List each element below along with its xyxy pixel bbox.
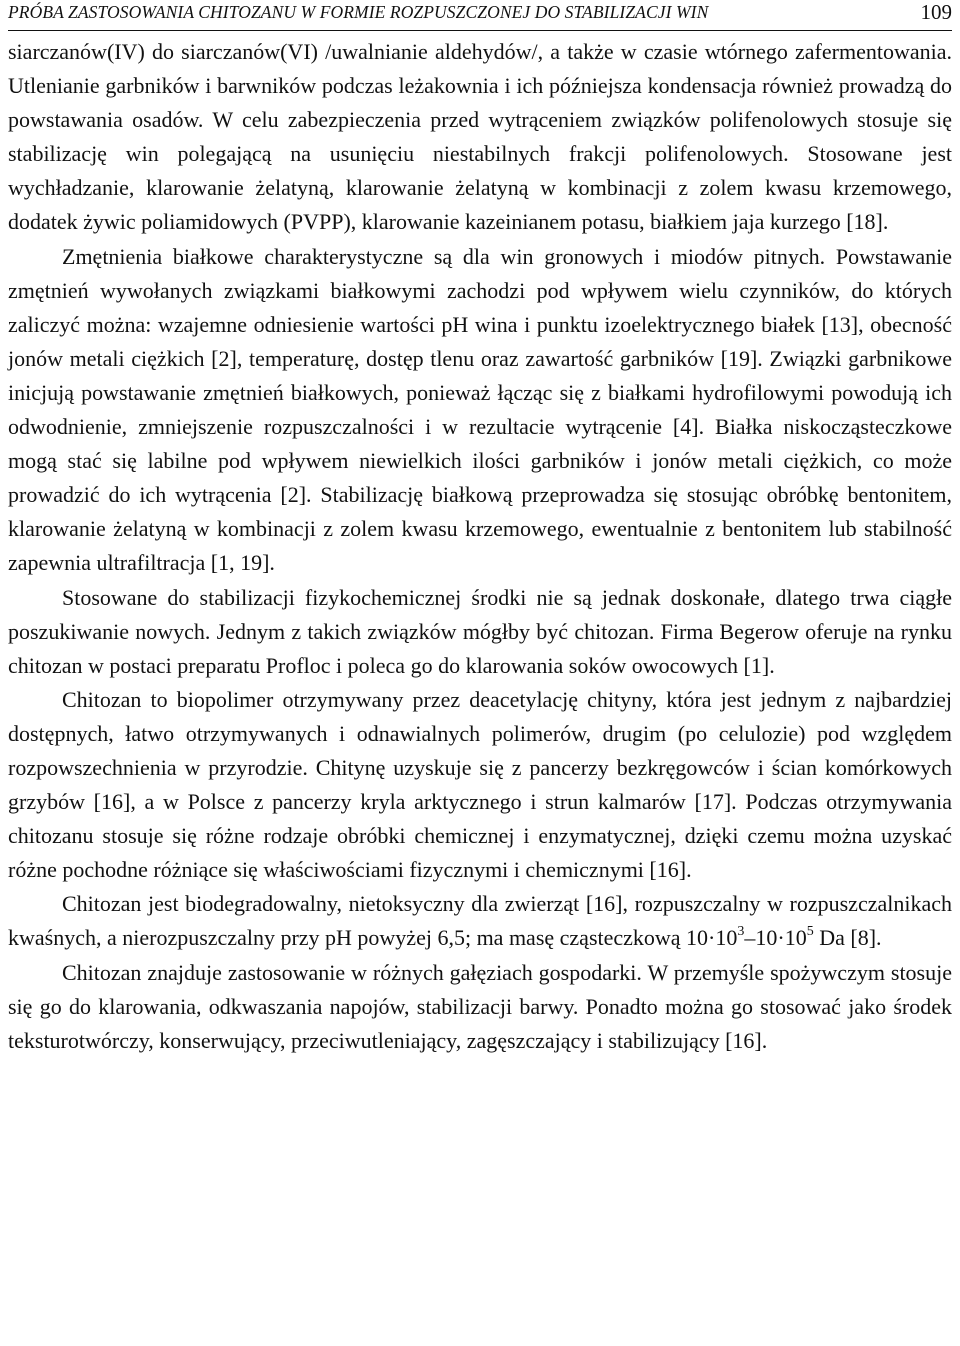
document-page <box>8 0 952 1058</box>
superscript-exponent: 3 <box>737 924 745 940</box>
paragraph-new-agents <box>8 581 952 683</box>
paragraph-protein-haze <box>8 240 952 581</box>
paragraph-text: Stosowane do stabilizacji fizykochemicznej środki nie są jednak doskonałe, dlatego trwa ciągłe poszukiwanie nowych. Jednym z takich związków mógłby być chitozan. Firma Begerow oferuje na rynku chitozan w postaci preparatu Profloc i poleca go do klarowania soków owocowych [1]. <box>8 584 952 678</box>
running-header <box>8 0 952 31</box>
paragraph-text: Chitozan to biopolimer otrzymywany przez deacetylację chityny, która jest jednym z najbardziej dostępnych, łatwo otrzymywanych i odnawialnych polimerów, drugim (po celulozie) pod względem rozpowszechnienia w przyrodzie. Chitynę uzyskuje się z pancerzy bezkręgowców i ścian komórkowych grzybów [16], a w Polsce z pancerzy kryla arktycznego i strun kalmarów [17]. Podczas otrzymywania chitozanu stosuje się różne rodzaje obróbki chemicznej i enzymatycznej, dzięki czemu można uzyskać różne pochodne różniące się właściwościami fizycznymi i chemicznymi [16]. <box>8 686 952 883</box>
page-number: 109 <box>920 0 952 24</box>
paragraph-chitosan-origin <box>8 683 952 888</box>
paragraph-text: –10·10 <box>744 925 807 951</box>
paragraph-chitosan-properties <box>8 887 952 955</box>
superscript-exponent: 5 <box>806 924 814 940</box>
body-text <box>8 35 952 1058</box>
paragraph-text: Da [8]. <box>813 925 882 951</box>
paragraph-text: Chitozan jest biodegradowalny, nietoksyczny dla zwierząt [16], rozpuszczalny w rozpuszczalnikach kwaśnych, a nierozpuszczalny przy pH powyżej 6,5; ma masę cząsteczkową 10·10 <box>8 891 952 951</box>
paragraph-text: siarczanów(IV) do siarczanów(VI) /uwalnianie aldehydów/, a także w czasie wtórnego zafermentowania. Utlenianie garbników i barwników podczas leżakownia i ich późniejsza kondensacja również prowadzą do powstawania osadów. W celu zabezpieczenia przed wytrąceniem związków polifenolowych stosuje się stabilizację win polegającą na usunięciu niestabilnych frakcji polifenolowych. Stosowane jest wychładzanie, klarowanie żelatyną, klarowanie żelatyną w kombinacji z zolem kwasu krzemowego, dodatek żywic poliamidowych (PVPP), klarowanie kazeinianem potasu, białkiem jaja kurzego [18]. <box>8 39 952 235</box>
paragraph-chitosan-applications <box>8 956 952 1058</box>
paragraph-text: Zmętnienia białkowe charakterystyczne są dla win gronowych i miodów pitnych. Powstawanie zmętnień wywołanych związkami białkowymi zachodzi pod wpływem wielu czynników, do których zaliczyć można: wzajemne odniesienie wartości pH wina i punktu izoelektrycznego białek [13], obecność jonów metali ciężkich [2], temperaturę, dostęp tlenu oraz zawartość garbników [19]. Związki garbnikowe inicjują powstawanie zmętnień białkowych, ponieważ łącząc się z białkami hydrofilowymi powodują ich odwodnienie, zmniejszenie rozpuszczalności i w rezultacie wytrącenie [4]. Białka niskocząsteczkowe mogą stać się labilne pod wpływem niewielkich ilości garbników i jonów metali ciężkich, co może prowadzić do ich wytrącenia [2]. Stabilizację białkową przeprowadza się stosując obróbkę bentonitem, klarowanie żelatyną w kombinacji z zolem kwasu krzemowego, ewentualnie z bentonitem lub stabilność zapewnia ultrafiltracja [1, 19]. <box>8 243 952 576</box>
paragraph-stabilization-polyphenols <box>8 35 952 240</box>
paragraph-text: Chitozan znajduje zastosowanie w różnych gałęziach gospodarki. W przemyśle spożywczym stosuje się go do klarowania, odkwaszania napojów, stabilizacji barwy. Ponadto można go stosować jako środek teksturotwórczy, konserwujący, przeciwutleniający, zagęszczający i stabilizujący [16]. <box>8 959 952 1053</box>
running-title: PRÓBA ZASTOSOWANIA CHITOZANU W FORMIE ROZPUSZCZONEJ DO STABILIZACJI WIN <box>8 2 709 22</box>
